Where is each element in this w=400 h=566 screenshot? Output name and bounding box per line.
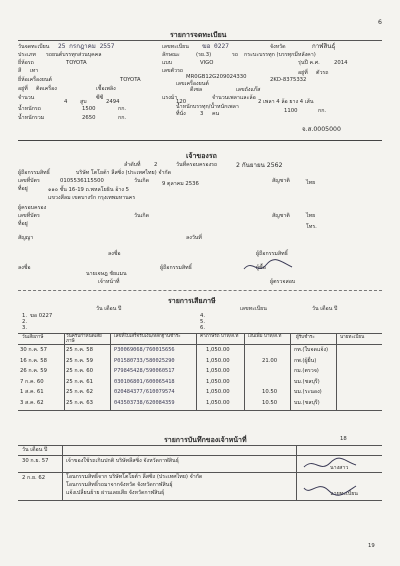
tax-row-by: กม.(ตรวจ)	[294, 368, 319, 374]
birth-label: วันเกิด	[134, 178, 150, 184]
cyl-label: จำนวน	[18, 95, 35, 101]
seats-unit: คน	[212, 111, 220, 117]
contract-label: สัญญา	[18, 235, 34, 241]
location2: ติดเครื่อง	[36, 86, 57, 92]
date-possession: 2 กันยายน 2562	[236, 162, 283, 169]
sign-note-2: ผู้ถือกรรมสิทธิ์	[160, 265, 192, 271]
sign-label-2: ลงชื่อ	[18, 265, 31, 271]
tax-right-4: 4.	[200, 313, 206, 319]
tax-row-due: 25 ก.ค. 63	[66, 399, 93, 406]
tax-col-registrar: นายทะเบียน	[340, 335, 365, 340]
tax-row-receipt: P01580733/580025290	[114, 357, 175, 364]
note1-text: เจ้าของใช้รถเกินปกติ บริษัทลีสซิ่ง จังหวัดกาฬสินธุ์	[66, 458, 179, 464]
holder-addr-label: ที่อยู่	[18, 221, 28, 227]
gross-unit: กก.	[118, 115, 127, 121]
cc: 2494	[106, 99, 120, 105]
notes-date-header: วัน เดือน ปี	[22, 447, 48, 453]
tax-right-6: 6.	[200, 325, 206, 331]
tax-row-paid: 26 ก.ค. 59	[20, 368, 47, 374]
tax-row-tax: 1,050.00	[206, 399, 230, 406]
tax-row-by: บม.(ชลบุรี)	[294, 399, 320, 406]
tax-row-receipt: 030106801/600065418	[114, 378, 175, 385]
tax-date-header-2: วัน เดือน ปี	[312, 306, 338, 312]
tax-row-paid: 16 ก.ค. 58	[20, 357, 47, 364]
seq: 2	[154, 162, 158, 168]
note2-text1: โอนกรรมสิทธิ์จาก บริษัทโตโยต้า ลีสซิ่ง (ประเทศไทย) จำกัด	[66, 474, 203, 480]
tax-left-2: 2.	[22, 319, 28, 325]
note2-date: 2 ก.ย. 62	[22, 475, 46, 481]
tax-left-1: 1.	[22, 313, 28, 319]
weight: 1500	[82, 106, 96, 112]
section-title-registration: รายการจดทะเบียน	[170, 31, 227, 39]
tax-row-tax: 1,050.00	[206, 368, 230, 374]
reg-date: 25 กรกฎาคม 2557	[58, 43, 115, 50]
engine-no: 2KD-8375332	[270, 77, 307, 83]
tax-row-receipt: P79845428/590060517	[114, 368, 175, 374]
province-label: จังหวัด	[270, 44, 286, 50]
tax-row-paid: 1 ส.ค. 61	[20, 389, 44, 395]
type-value: รถยนต์บรรทุกส่วนบุคคล	[46, 52, 102, 58]
brand: TOYOTA	[66, 60, 87, 66]
brand-label: ยี่ห้อรถ	[18, 60, 34, 66]
engine-brand: TOYOTA	[120, 77, 141, 83]
note1-date: 30 ก.ย. 57	[22, 458, 49, 464]
inspector-label: ผู้ตรวจสอบ	[270, 279, 296, 285]
signature-mark-note2	[300, 478, 360, 498]
address-label: ที่อยู่	[18, 186, 28, 192]
axles: 2 เพลา 4 ล้อ ยาง 4 เส้น	[258, 99, 314, 105]
note1-sign: นางสาว	[330, 465, 349, 471]
contract-date-label: ลงวันที่	[186, 235, 202, 241]
engine-brand-label: ยี่ห้อเครื่องยนต์	[18, 77, 52, 83]
section-title-owner: เจ้าของรถ	[186, 152, 217, 160]
note2-sign: นายทะเบียน	[330, 491, 358, 497]
tax-row-tax: 1,050.00	[206, 357, 230, 364]
holder-label: ผู้ครอบครอง	[18, 205, 47, 211]
signature-mark-note1	[300, 455, 360, 475]
tax-row-due: 25 ก.ค. 60	[66, 368, 93, 374]
stamp-code: จ.ส.0005000	[302, 126, 341, 133]
officer-name: นายเจษฎ ชัยแมน	[86, 271, 127, 277]
tax-row-due: 25 ก.ค. 59	[66, 357, 93, 364]
tax-col-by: ผู้รับชำระ	[296, 335, 315, 340]
tax-row-due: 25 ก.ค. 62	[66, 389, 93, 395]
date-label: วันที่ครอบครองรถ	[176, 162, 218, 168]
gas-tank-label: เลขถังแก๊ส	[236, 87, 261, 93]
signature-mark	[240, 255, 300, 277]
tax-plate-header: เลขทะเบียน	[240, 306, 267, 312]
tax-row-receipt: P30069068/760015656	[114, 347, 175, 353]
owner-sig-label: เจ้าหน้าที่	[98, 279, 120, 285]
cyl-unit: สูบ	[80, 99, 87, 105]
registrar-label: ผู้ถือกรรมสิทธิ์	[256, 251, 288, 257]
gross: 2650	[82, 115, 96, 121]
seats: 3	[200, 111, 204, 117]
tax-right-5: 5.	[200, 319, 206, 325]
model: VIGO	[200, 60, 214, 66]
address-line1: ๑๑๐ ชั้น 16-19 ถ.พหลโยธิน อ้าง 5	[48, 187, 130, 193]
seq-label: ลำดับที่	[124, 162, 141, 168]
weight-unit: กก.	[118, 106, 127, 112]
tax-col-receipt: เลขที่ใบเสร็จรับเงิน/หลักฐานชำระ	[114, 334, 181, 339]
tax-col-paid: วันเสียภาษี	[22, 335, 44, 340]
nationality-label: สัญชาติ	[272, 178, 290, 184]
tax-row-extra: 10.50	[262, 389, 278, 395]
plate: ฆอ 0227	[202, 43, 229, 50]
location: ตัวรถ	[316, 70, 329, 76]
birth: 9 ตุลาคม 2536	[162, 181, 199, 187]
model-year-label: รุ่นปี ค.ศ.	[298, 60, 320, 66]
tax-row-tax: 1,050.00	[206, 389, 230, 395]
tax-row-extra: 21.00	[262, 357, 278, 364]
section-title-tax: รายการเสียภาษี	[168, 297, 216, 305]
owner-id: 0105536115500	[60, 178, 104, 184]
engine-no-label: เลขเครื่องยนต์	[176, 81, 209, 87]
kind-label: รถ	[232, 52, 239, 58]
tax-row-tax: 1,050.00	[206, 347, 230, 353]
location2-label: อยู่ที่	[18, 86, 28, 92]
fuel-label: เชื้อเพลิง	[96, 86, 116, 92]
color-label: สี	[18, 68, 22, 74]
tax-row-receipt: 043503738/620084359	[114, 399, 175, 406]
notes-number: 18	[340, 436, 347, 442]
tax-left-3: 3.	[22, 325, 28, 331]
page-footer-number: 19	[368, 543, 375, 549]
style-label: ลักษณะ	[162, 52, 180, 58]
reg-date-label: วันจดทะเบียน	[18, 44, 50, 50]
cyl: 4	[64, 99, 68, 105]
tax-row-paid: 7 ก.ค. 60	[20, 378, 44, 385]
note2-text3: แจ้งเปลี่ยนย้าย ผ่านเลยเสีย จังหวัดกาฬสินธุ์	[66, 490, 165, 496]
tax-row-by: บม.(ชลบุรี)	[294, 378, 320, 385]
owner-id-label: เลขที่บัตร	[18, 178, 40, 184]
weight-label: น้ำหนักรถ	[18, 106, 41, 112]
axles-label: จำนวนเพลาและล้อ	[212, 95, 256, 101]
gross-label: น้ำหนักรวม	[18, 115, 45, 121]
style-value: (รย.3)	[196, 52, 212, 58]
nationality: ไทย	[306, 180, 316, 186]
holder-nat-label: สัญชาติ	[272, 213, 290, 219]
province: กาฬสินธุ์	[312, 43, 336, 50]
tax-row-by: กพ.(ผู้ยื่น)	[294, 357, 317, 364]
load-unit: กก.	[318, 108, 327, 114]
page-corner-number: 6	[378, 19, 382, 26]
hp-label: แรงม้า	[162, 95, 178, 101]
tax-row-receipt: 020484377/610079574	[114, 389, 175, 395]
buyer-label: ผู้ซื้อ	[256, 265, 266, 271]
holder-birth-label: วันเกิด	[134, 213, 150, 219]
tax-left-plate: ฆอ 0227	[30, 313, 53, 319]
cc-label: ซีซี	[96, 95, 104, 101]
tax-col-extra: เงินเพิ่ม บาท/ส.ท	[248, 334, 282, 339]
tax-date-header: วัน เดือน ปี	[96, 306, 122, 312]
tax-row-paid: 3 ส.ค. 62	[20, 399, 44, 406]
tax-row-paid: 30 ก.ค. 57	[20, 347, 47, 353]
phone-label: โทร.	[306, 224, 317, 230]
tax-row-extra: 10.50	[262, 399, 278, 406]
holder-id-label: เลขที่บัตร	[18, 213, 40, 219]
load-label: น้ำหนักบรรทุก/น้ำหนักเพลา	[176, 104, 239, 110]
model-year: 2014	[334, 60, 348, 66]
tax-col-tax: ค่าภาษีรถ บาท/ส.ท	[200, 334, 239, 339]
seats-label: ที่นั่ง	[176, 111, 186, 117]
address-line2: แขวงสีลม เขตบางรัก กรุงเทพมหานคร	[48, 195, 136, 201]
plate-label: เลขทะเบียน	[162, 44, 189, 50]
section-title-notes: รายการบันทึกของเจ้าหน้าที่	[164, 436, 247, 444]
hp: 120	[176, 99, 187, 105]
tax-row-due: 25 ก.ค. 61	[66, 378, 93, 385]
tax-col-due: วันครบกำหนดเสียภาษี	[66, 334, 102, 344]
owner-label: ผู้ถือกรรมสิทธิ์	[18, 170, 50, 176]
model-label: แบบ	[162, 60, 173, 66]
tax-row-by: กท.(ใบจดแจ้ง)	[294, 347, 329, 353]
holder-nat: ไทย	[306, 213, 316, 219]
chassis-label: เลขตัวรถ	[162, 68, 184, 74]
note2-text2: โอนกรรมสิทธิ์รถมาจากจังหวัด จังหวัดกาฬสินธุ์	[66, 482, 173, 488]
chassis-number: MR0GB12G209024330	[186, 74, 247, 80]
color: เทา	[30, 68, 39, 74]
tax-row-due: 25 ก.ค. 58	[66, 347, 93, 353]
kind-value: กระบะบรรทุก (บรรทุกมีหลังคา)	[244, 52, 316, 58]
type-label: ประเภท	[18, 52, 36, 58]
sign-label: ลงชื่อ	[108, 251, 121, 257]
owner-name: บริษัท โตโยต้า ลีสซิ่ง (ประเทศไทย) จำกัด	[76, 170, 172, 176]
tax-row-by: บม.(ระนอง)	[294, 389, 322, 395]
tax-row-tax: 1,050.00	[206, 378, 230, 385]
fuel: ดีเซล	[190, 87, 203, 93]
location-label: อยู่ที่	[298, 70, 308, 76]
load: 1100	[284, 108, 298, 114]
